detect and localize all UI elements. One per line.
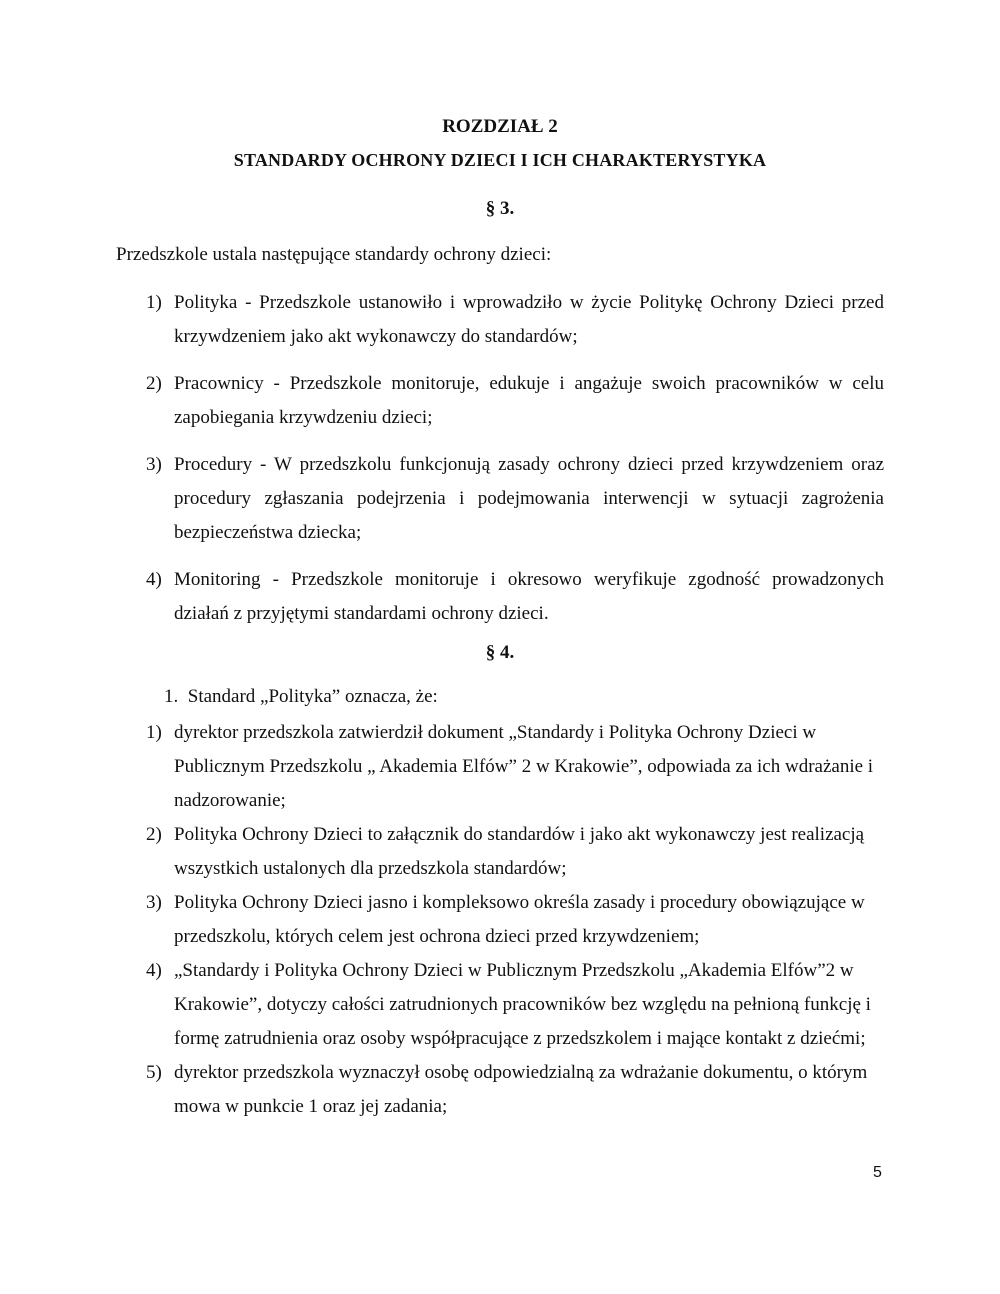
list-item-text: Pracownicy - Przedszkole monitoruje, edukuje i angażuje swoich pracowników w celu zapobiegania krzywdzeniu dzieci;: [174, 373, 884, 428]
subheading-number: 1.: [164, 686, 179, 707]
subheading-text: Standard „Polityka” oznacza, że:: [187, 686, 438, 707]
list-item-number: 2): [146, 373, 162, 394]
list-item-number: 5): [146, 1062, 162, 1083]
list-item-number: 3): [146, 454, 162, 475]
list-item: [146, 286, 884, 354]
list-item-text: dyrektor przedszkola wyznaczył osobę odpowiedzialną za wdrażanie dokumentu, o którym mowa w punkcie 1 oraz jej zadania;: [174, 1062, 868, 1117]
list-item-text: Polityka Ochrony Dzieci to załącznik do standardów i jako akt wykonawczy jest realizacją wszystkich ustalonych dla przedszkola standardów;: [174, 824, 865, 879]
list-item-number: 4): [146, 960, 162, 981]
list-item-number: 2): [146, 824, 162, 845]
list-item: [146, 818, 884, 886]
chapter-heading: ROZDZIAŁ 2: [442, 116, 558, 137]
section-4-list: [146, 716, 884, 1124]
section-3-heading: § 3.: [485, 198, 515, 219]
list-item-text: Procedury - W przedszkolu funkcjonują zasady ochrony dzieci przed krzywdzeniem oraz procedury zgłaszania podejrzenia i podejmowania interwencji w sytuacji zagrożenia bezpieczeństwa dziecka;: [174, 454, 884, 543]
section-4-subheading: [164, 686, 438, 708]
chapter-title: STANDARDY OCHRONY DZIECI I ICH CHARAKTERYSTYKA: [233, 150, 767, 170]
section-4-heading: § 4.: [485, 642, 515, 663]
page-number: 5: [873, 1164, 882, 1181]
list-item-text: Monitoring - Przedszkole monitoruje i okresowo weryfikuje zgodność prowadzonych działań z przyjętymi standardami ochrony dzieci.: [174, 569, 884, 624]
list-item: [146, 716, 884, 818]
list-item: [146, 954, 884, 1056]
list-item-text: „Standardy i Polityka Ochrony Dzieci w Publicznym Przedszkolu „Akademia Elfów”2 w Krakowie”, dotyczy całości zatrudnionych pracowników bez względu na pełnioną funkcję i formę zatrudnienia oraz osoby współpracujące z przedszkolem i mające kontakt z dziećmi;: [174, 960, 871, 1049]
list-item: [146, 367, 884, 435]
list-item-number: 3): [146, 892, 162, 913]
section-3-list: [146, 286, 884, 644]
list-item-number: 1): [146, 722, 162, 743]
list-item-number: 4): [146, 569, 162, 590]
list-item: [146, 563, 884, 631]
section-3-intro: Przedszkole ustala następujące standardy ochrony dzieci:: [116, 244, 552, 265]
list-item-text: Polityka Ochrony Dzieci jasno i kompleksowo określa zasady i procedury obowiązujące w przedszkolu, których celem jest ochrona dzieci przed krzywdzeniem;: [174, 892, 865, 947]
list-item-text: Polityka - Przedszkole ustanowiło i wprowadziło w życie Politykę Ochrony Dzieci przed krzywdzeniem jako akt wykonawczy do standardów;: [174, 292, 884, 347]
list-item: [146, 886, 884, 954]
list-item-number: 1): [146, 292, 162, 313]
list-item-text: dyrektor przedszkola zatwierdził dokument „Standardy i Polityka Ochrony Dzieci w Publicznym Przedszkolu „ Akademia Elfów” 2 w Krakowie”, odpowiada za ich wdrażanie i nadzorowanie;: [174, 722, 874, 811]
list-item: [146, 448, 884, 550]
list-item: [146, 1056, 884, 1124]
